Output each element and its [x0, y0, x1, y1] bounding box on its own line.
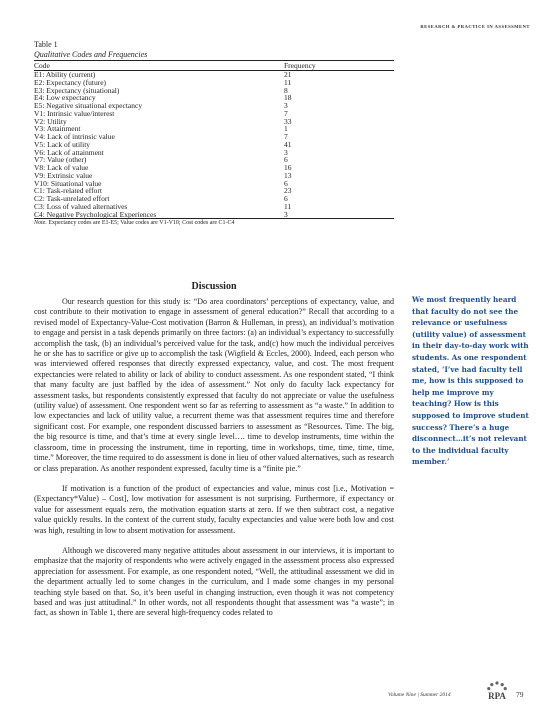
table-cell-frequency: 16 [284, 163, 292, 172]
table-cell-frequency: 1 [284, 124, 288, 134]
table-header-frequency: Frequency [284, 61, 394, 71]
table-cell-code: V5: Lack of utility [34, 139, 91, 149]
table-cell-frequency: 6 [284, 155, 288, 165]
table-title: Qualitative Codes and Frequencies [34, 50, 148, 59]
table-cell-frequency: 6 [284, 194, 288, 203]
table-cell-frequency: 33 [284, 116, 292, 126]
pull-quote: We most frequently heard that faculty do not see the relevance or usefulness (utility value) of assessment in their day-to-day work with students. As one respondent stated, ‘I’ve had faculty tell me, how is this supposed to help me improve my teaching? How is this supposed to improve student success? There’s a huge disconnect…it’s not relevant to the individual faculty member.’ [412, 295, 529, 467]
table-row [34, 156, 394, 164]
table-cell-code: V6: Lack of attainment [34, 147, 104, 157]
table-cell-frequency: 13 [284, 170, 292, 180]
table-cell-frequency: 11 [284, 201, 292, 211]
table-cell-code: E4: Low expectancy [34, 93, 96, 103]
table-body [34, 71, 394, 219]
table-cell-code: V4: Lack of intrinsic value [34, 132, 115, 141]
footer-issue: Volume Nine | Summer 2014 [388, 692, 451, 698]
rpa-logo-icon [484, 680, 510, 702]
paragraph-2: If motivation is a function of the product of expectancies and value, minus cost [i.e., Motivation = (Expectancy*Value) – Cost], low motivation for assessment is not surprising. Furthermore, if expectancy or value for assessment equals zero, the motivation equation starts at zero. If we then subtract cost, a negative value quickly results. In the context of the current study, faculty expectancies and value were both low and cost was high, resulting in low to absent motivation for assessment. [34, 483, 394, 535]
table-cell-frequency: 21 [284, 70, 292, 79]
table-cell-code: V10: Situational value [34, 178, 102, 188]
table-cell-frequency: 7 [284, 132, 288, 141]
rpa-logo-text: RPA [488, 691, 506, 701]
table-cell-frequency: 23 [284, 186, 292, 196]
table-cell-code: C4: Negative Psychological Experiences [34, 211, 284, 219]
table-note-label: Note. [34, 220, 47, 227]
table-cell-code: C3: Loss of valued alternatives [34, 201, 128, 211]
table-cell-code: E1: Ability (current) [34, 70, 96, 79]
table-row [34, 118, 394, 126]
table-cell-code: V1: Intrinsic value/interest [34, 108, 115, 118]
table-cell-code: V7: Value (other) [34, 155, 87, 165]
section-heading: Discussion [191, 281, 237, 292]
table-cell-code: E3: Expectancy (situational) [34, 85, 120, 95]
body-text [34, 297, 394, 629]
table-cell-code: V3: Attainment [34, 124, 81, 134]
table-cell-frequency: 8 [284, 85, 288, 95]
table-row [34, 110, 394, 118]
table-header-code: Code [34, 61, 284, 71]
paragraph-1: Our research question for this study is: “Do area coordinators’ perceptions of expectancy, value, and cost contribute to their motivation to engage in assessment of general education?” Recall that according to a revised model of Expectancy-Value-Cost motivation (Barron & Hulleman, in press), an individual’s motivation to engage and persist in a task depends primarily on three factors: (a) an individual’s expectancy to successfully accomplish the task, (b) an individual’s perceived value for the task, and(c) how much the individual perceives he or she has to sacrifice or give up to accomplish the task (Wigfield & Eccles, 2000). Indeed, each person who was interviewed offered responses that directly expressed expectancy, value, and cost. The most frequent expectancies were related to ability or lack of ability to conduct assessment. As one respondent stated, “I think that many faculty are just baffled by the idea of assessment.” Not only do faculty lack expectancy for assessment tasks, but respondents consistently expressed that faculty do not appreciate or value the usefulness (utility value) of assessment. One respondent went so far as referring to assessment as “a waste.” In addition to low expectancies and lack of utility value, a recurrent theme was that assessment requires time and therefore significant cost. For example, one respondent discussed barriers to assessment as “Resources. Time. The big, the big resource is time, and that’s time at every single level…. time to develop instruments, time within the classroom, time in processing the instrument, time in reporting, time in workshops, time, time, time, time, time.” Moreover, the time required to do assessment is done in lieu of other valued alternatives, such as research or class preparation. As another respondent expressed, faculty time is a “finite pie.” [34, 297, 394, 473]
table-cell-frequency: 7 [284, 108, 288, 118]
table-cell-code: V2: Utility [34, 116, 67, 126]
table-block [34, 40, 394, 227]
table-cell-frequency: 3 [284, 211, 394, 219]
footer [388, 680, 538, 702]
table-cell-frequency: 3 [284, 147, 288, 157]
table-cell-frequency: 18 [284, 93, 292, 103]
table-note [34, 219, 394, 227]
table-cell-code: C1: Task-related effort [34, 186, 102, 196]
table-cell-code: C2: Task-unrelated effort [34, 194, 110, 203]
running-head: RESEARCH & PRACTICE IN ASSESSMENT [420, 24, 530, 29]
table-row [34, 211, 394, 219]
page-number: 79 [516, 690, 524, 699]
table-cell-frequency: 11 [284, 77, 292, 87]
table-cell-code: E2: Expectancy (future) [34, 77, 107, 87]
paragraph-3: Although we discovered many negative attitudes about assessment in our interviews, it is important to emphasize that the majority of respondents who were actively engaged in the assessment process also expressed appreciation for assessment. For example, as one respondent noted, “Well, the attitudinal assessment we did in the department actually led to some changes in the curriculum, and I made some changes in my personal teaching style based on that. So, it’s been useful in changing instruction, even though it was not competency based and was just attitudinal.” In other words, not all respondents thought that assessment was “a waste”; in fact, as shown in Table 1, there are several high-frequency codes related to [34, 545, 394, 618]
table-cell-frequency: 6 [284, 178, 288, 188]
table-cell-code: V9: Extrinsic value [34, 170, 93, 180]
table-label: Table 1 [34, 40, 58, 49]
table-row [34, 149, 394, 157]
codes-table [34, 60, 394, 219]
table-header-row [34, 61, 394, 71]
table-cell-frequency: 41 [284, 139, 292, 149]
table-cell-frequency: 3 [284, 101, 288, 110]
table-cell-code: V8: Lack of value [34, 163, 89, 172]
table-cell-code: E5: Negative situational expectancy [34, 101, 143, 110]
table-note-text: Expectancy codes are E1-E5; Value codes are V1-V10; Cost codes are C1-C4 [48, 220, 235, 227]
